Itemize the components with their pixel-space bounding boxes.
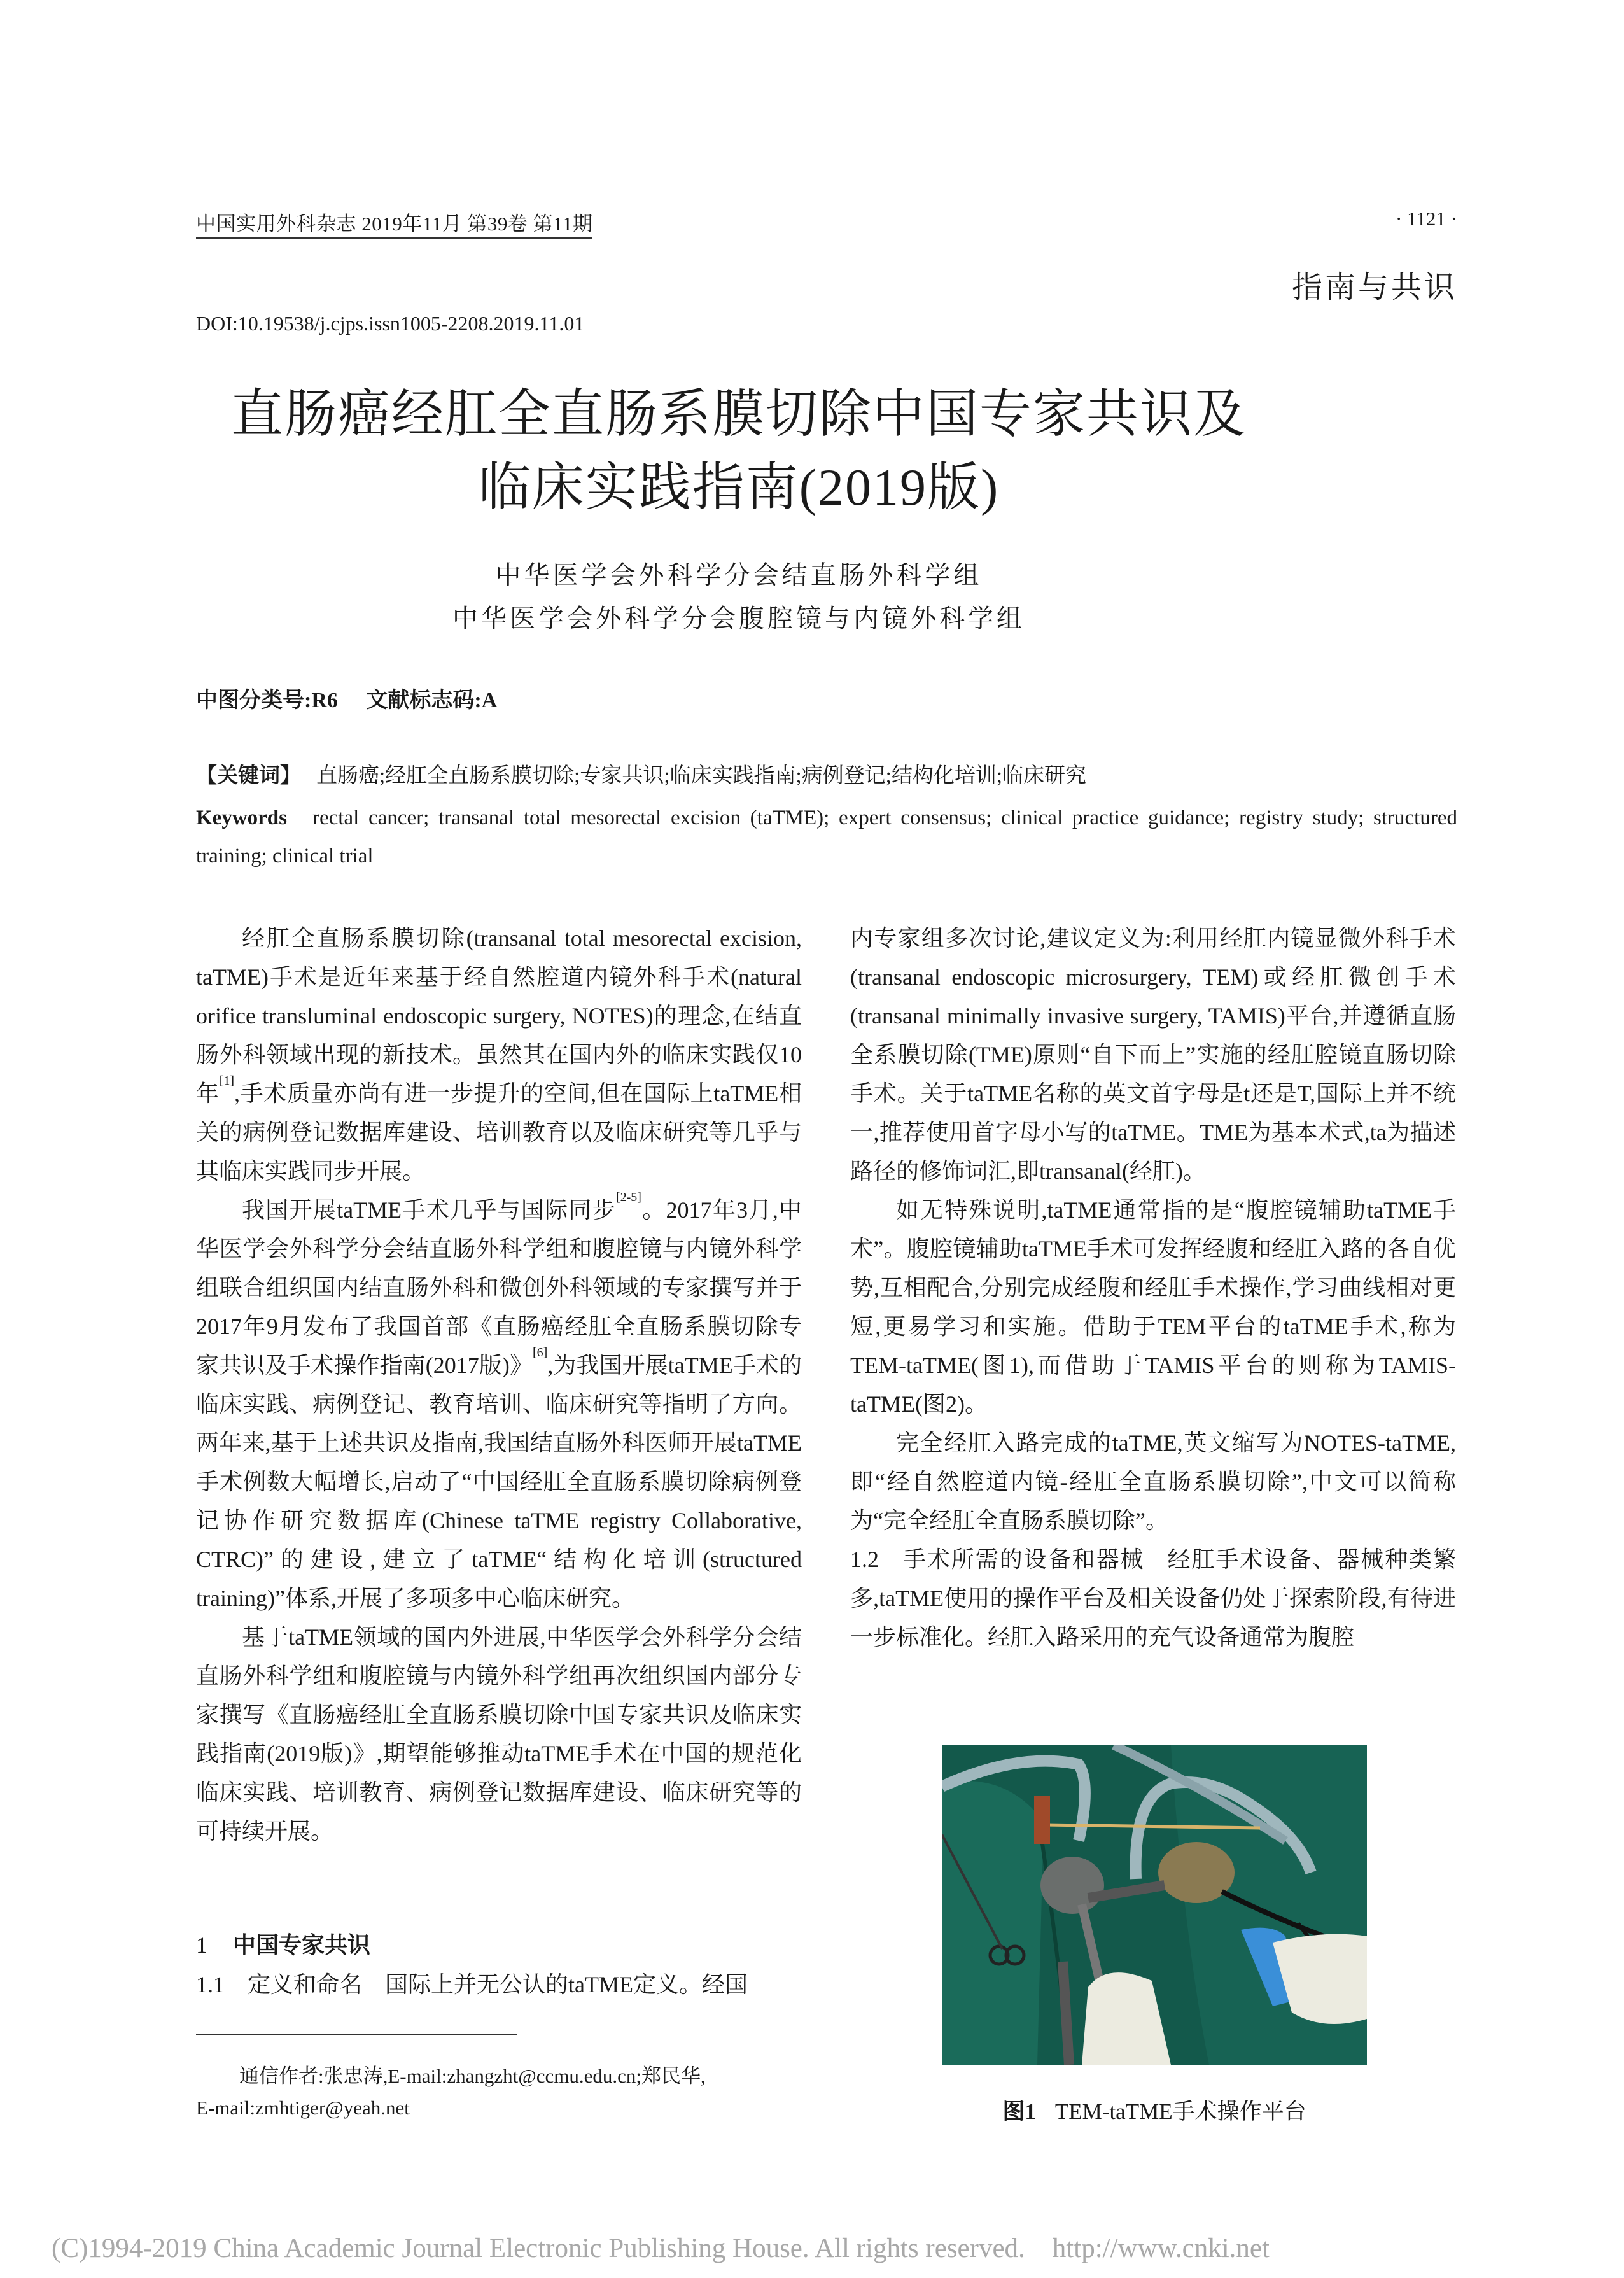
section-title: 手术所需的设备和器械 bbox=[902, 1547, 1145, 1572]
paragraph: 如无特殊说明,taTME通常指的是“腹腔镜辅助taTME手术”。腹腔镜辅助taTME手术可发挥经腹和经肛入路的各自优势,互相配合,分别完成经腹和经肛手术操作,学习曲线相对更短,更易学习和实施。借助于TEM平台的taTME手术,称为TEM-taTME(图1),而借助于TAMIS平台的则称为TAMIS-taTME(图2)。 bbox=[850, 1197, 1456, 1417]
keywords-cn-text: 直肠癌;经肛全直肠系膜切除;专家共识;临床实践指南;病例登记;结构化培训;临床研究 bbox=[316, 764, 1087, 787]
section-title: 中国专家共识 bbox=[233, 1932, 371, 1958]
surgical-platform-image bbox=[942, 1745, 1367, 2065]
text: 。2017年3月,中华医学会外科学分会结直肠外科学组和腹腔镜与内镜外科学组联合组织国内结直肠外科和微创外科领域的专家撰写并于2017年9月发布了我国首部《直肠癌经肛全直肠系膜切除专家共识及手术操作指南(2017版)》 bbox=[196, 1197, 802, 1378]
keywords-cn-label: 【关键词】 bbox=[196, 764, 301, 787]
document-code: 文献标志码:A bbox=[366, 689, 498, 712]
page-number: · 1121 · bbox=[1396, 207, 1457, 230]
citation: [6] bbox=[533, 1346, 548, 1360]
section-heading-1 bbox=[196, 1927, 370, 1960]
figure-caption-text: TEM-taTME手术操作平台 bbox=[1054, 2099, 1306, 2124]
paragraph: 内专家组多次讨论,建议定义为:利用经肛内镜显微外科手术(transanal endoscopic microsurgery, TEM)或经肛微创手术(transanal minimally invasive surgery, TAMIS)平台,并遵循直肠全系膜切除(TME)原则“自下而上”实施的经肛腔镜直肠切除手术。关于taTME名称的英文首字母是t还是T,国际上并不统一,推荐使用首字母小写的taTME。TME为基本术式,ta为描述路径的修饰词汇,即transanal(经肛)。 bbox=[850, 925, 1456, 1184]
author-group: 中华医学会外科学分会结直肠外科学组 bbox=[495, 561, 983, 589]
corresponding-author: 通信作者:张忠涛,E-mail:zhangzht@ccmu.edu.cn;郑民华, bbox=[239, 2065, 706, 2087]
keywords-en-text: rectal cancer; transanal total mesorectal excision (taTME); expert consensus; clinical practice guidance; registry study; structured training; clinical trial bbox=[196, 806, 1457, 868]
doi: DOI:10.19538/j.cjps.issn1005-2208.2019.11.01 bbox=[196, 312, 585, 335]
classification bbox=[196, 682, 520, 714]
text: 国际上并无公认的taTME定义。经国 bbox=[385, 1972, 748, 1997]
section-title: 定义和命名 bbox=[248, 1972, 363, 1997]
section-number: 1.1 bbox=[196, 1972, 225, 1997]
author-group: 中华医学会外科学分会腹腔镜与内镜外科学组 bbox=[452, 604, 1025, 633]
figure-label: 图1 bbox=[1002, 2099, 1036, 2124]
figure-caption bbox=[942, 2094, 1367, 2126]
article-title-line1: 直肠癌经肛全直肠系膜切除中国专家共识及 bbox=[230, 385, 1247, 443]
keywords-english bbox=[196, 799, 1457, 875]
keywords-en-label: Keywords bbox=[196, 806, 287, 829]
section-1-1 bbox=[196, 1967, 802, 1999]
paragraph: 基于taTME领域的国内外进展,中华医学会外科学分会结直肠外科学组和腹腔镜与内镜外科学组再次组织国内部分专家撰写《直肠癌经肛全直肠系膜切除中国专家共识及临床实践指南(2019版)》,期望能够推动taTME手术在中国的规范化临床实践、培训教育、病例登记数据库建设、临床研究等的可持续开展。 bbox=[196, 1624, 802, 1844]
column-tag: 指南与共识 bbox=[1291, 271, 1457, 304]
right-column bbox=[850, 919, 1456, 1657]
section-number: 1 bbox=[196, 1932, 207, 1958]
section-number: 1.2 bbox=[850, 1547, 879, 1572]
copyright-watermark: (C)1994-2019 China Academic Journal Electronic Publishing House. All rights reserved. http://www.cnki.net bbox=[52, 2233, 1270, 2263]
paragraph bbox=[196, 919, 802, 1191]
surgery-photo bbox=[942, 1745, 1367, 2065]
clc-number: 中图分类号:R6 bbox=[196, 689, 338, 712]
paragraph: 完全经肛入路完成的taTME,英文缩写为NOTES-taTME,即“经自然腔道内镜-经肛全直肠系膜切除”,中文可以简称为“完全经肛全直肠系膜切除”。 bbox=[850, 1430, 1456, 1533]
section-1-2 bbox=[850, 1540, 1456, 1657]
corresponding-author-email: E-mail:zmhtiger@yeah.net bbox=[196, 2097, 410, 2119]
text: ,为我国开展taTME手术的临床实践、病例登记、教育培训、临床研究等指明了方向。两年来,基于上述共识及指南,我国结直肠外科医师开展taTME手术例数大幅增长,启动了“中国经肛全直肠系膜切除病例登记协作研究数据库(Chinese taTME registry Collaborative, CTRC)”的建设,建立了taTME“结构化培训(structured training)”体系,开展了多项多中心临床研究。 bbox=[196, 1353, 802, 1611]
text: 经肛全直肠系膜切除(transanal total mesorectal excision, taTME)手术是近年来基于经自然腔道内镜外科手术(natural orifice transluminal endoscopic surgery, NOTES)的理念,在结直肠外科领域出现的新技术。虽然其在国内外的临床实践仅10年 bbox=[196, 925, 802, 1106]
citation: [1] bbox=[219, 1074, 235, 1088]
text: 经肛手术设备、器械种类繁多,taTME使用的操作平台及相关设备仍处于探索阶段,有待进一步标准化。经肛入路采用的充气设备通常为腹腔 bbox=[850, 1547, 1456, 1650]
running-head: 中国实用外科杂志 2019年11月 第39卷 第11期 bbox=[196, 207, 592, 239]
left-column bbox=[196, 919, 802, 1851]
text: ,手术质量亦尚有进一步提升的空间,但在国际上taTME相关的病例登记数据库建设、培训教育以及临床研究等几乎与其临床实践同步开展。 bbox=[196, 1081, 802, 1184]
citation: [2-5] bbox=[615, 1190, 641, 1204]
keywords-chinese bbox=[196, 759, 1086, 789]
article-title-line2: 临床实践指南(2019版) bbox=[478, 458, 1000, 516]
footnote-divider bbox=[196, 2034, 517, 2035]
paragraph bbox=[196, 1191, 802, 1618]
text: 我国开展taTME手术几乎与国际同步 bbox=[242, 1197, 616, 1223]
